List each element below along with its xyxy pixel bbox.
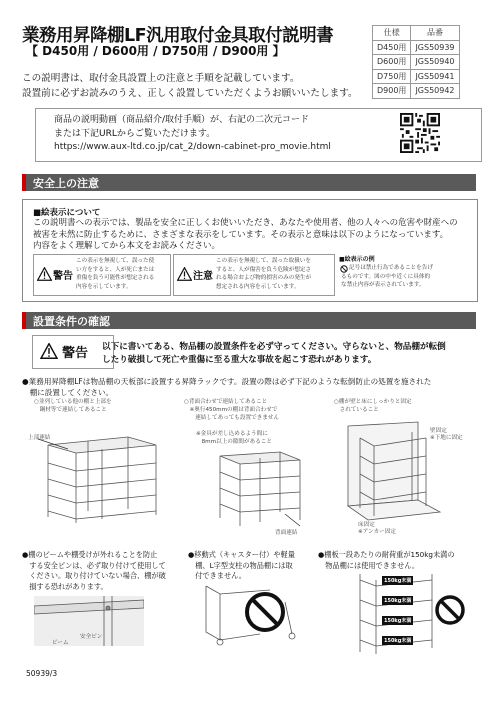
- warning-desc-line: 重傷を負う可能性が想定される: [76, 275, 155, 281]
- bottom-bullet-line: 損する恐れがあります。: [22, 581, 108, 591]
- table-cell: JGS50941: [411, 69, 459, 84]
- install-bullet-line: ●業務用昇降棚LFは物品棚の天板部に設置する昇降ラックです。設置の際は必ず下記のような転倒防止の処置を施された: [22, 377, 432, 386]
- bottom-bullet-line: ●棚板一段あたりの耐荷重が150kg未満の: [318, 550, 455, 559]
- install-bullet-line: 棚に設置してください。: [22, 388, 114, 397]
- condition-text: 鋼材等で連結してあること: [34, 407, 107, 413]
- warning-desc-line: い方をすると、人が死亡または: [76, 266, 155, 273]
- caster-shelf-illustration: [200, 582, 310, 647]
- load-tag: 150kg未満: [384, 598, 412, 604]
- wall-fix-label: 壁固定: [430, 428, 447, 434]
- document-title: 業務用昇降棚LF汎用取付金具取付説明書: [22, 26, 334, 46]
- install-warning-line: したり破損して死亡や重傷に至る重大な事故を起こす恐れがあります。: [102, 355, 377, 365]
- model-table: [372, 25, 460, 99]
- table-header: 品番: [411, 26, 459, 41]
- install-warning-line: 以下に書いてある、物品棚の設置条件を必ず守ってください。守らないと、物品棚が転倒: [102, 342, 446, 352]
- warning-desc-line: 内容を示しています。: [76, 283, 132, 290]
- floor-fix-label: ※アンカー固定: [358, 529, 397, 535]
- load-tag: 150kg未満: [384, 638, 412, 644]
- top-link-label: 上部連結: [28, 435, 51, 441]
- condition-text: ※奥行450mmの棚は背面合わせで: [184, 407, 278, 413]
- wall-fix-label: ※下地に固定: [430, 435, 463, 441]
- bottom-bullet-line: 物品棚には使用できません。: [318, 560, 420, 570]
- intro-line: 設置前に必ずお読みのうえ、正しく設置していただくようお願いいたします。: [22, 88, 358, 99]
- install-warning-box: [22, 331, 474, 371]
- video-url-link[interactable]: https://www.aux-ltd.co.jp/cat_2/down-cabinet-pro_movie.html: [54, 142, 331, 152]
- safety-body-line: この説明書への表示では、製品を安全に正しくお使いいただき、あなたや使用者、他の人々への危害や財産への: [33, 218, 458, 228]
- floor-fix-label: 床固定: [358, 522, 375, 528]
- intro-text: [22, 71, 358, 101]
- table-row: [373, 69, 460, 84]
- caution-label: 注意: [193, 271, 213, 282]
- video-info-line: または下記URLからご覧いただけます。: [54, 128, 216, 139]
- bottom-bullet-line: ください。取り付けていない場合、棚が破: [22, 571, 166, 580]
- warning-triangle-icon: [37, 267, 52, 281]
- video-info-box: [35, 108, 482, 162]
- caution-legend-box: [173, 254, 335, 296]
- safety-pin-label: 安全ピン: [80, 634, 103, 640]
- document-code: 50939/3: [26, 669, 58, 678]
- table-cell: JGS50939: [411, 40, 459, 55]
- example-heading: ■絵表示の例: [339, 256, 375, 263]
- condition-text: ○棚が壁と床にしっかりと固定: [334, 399, 412, 405]
- beam-label: ビーム: [52, 640, 69, 646]
- bottom-bullet-line: 棚、L字型支柱の物品棚には取: [188, 560, 293, 570]
- pictogram-example: [339, 254, 469, 294]
- install-section-header: [22, 312, 476, 329]
- warning-label: 警告: [53, 271, 73, 282]
- condition-text: ○背面合わせで連結してあること: [184, 399, 268, 405]
- table-cell: D750用: [373, 69, 411, 84]
- section-title: 設置条件の確認: [33, 315, 110, 328]
- qr-code-icon[interactable]: [400, 113, 440, 153]
- back-linked-shelves-illustration: [190, 448, 310, 530]
- pictogram-heading: ■絵表示について: [33, 208, 101, 218]
- safety-panel: [22, 199, 478, 302]
- bottom-bullet-line: ●移動式（キャスター付）や軽量: [188, 550, 295, 559]
- warning-label: 警告: [62, 346, 89, 361]
- bottom-bullet-line: する安全ピンは、必ず取り付けて使用して: [22, 560, 166, 570]
- bottom-bullet-line: 付できません。: [188, 571, 246, 580]
- caution-desc-line: れる場合および物的損害のみの発生が: [216, 275, 312, 281]
- safety-body-line: 被害を未然に防止するために、さまざまな表示をしています。その表示と意味は以下のようになっています。: [33, 229, 449, 240]
- load-tag: 150kg未満: [384, 578, 412, 584]
- table-cell: JGS50940: [411, 55, 459, 70]
- condition-note: ※金具が差し込めるよう間に: [196, 431, 268, 437]
- video-info-line: 商品の説明動画（商品紹介/取付手順）が、右記の二次元コード: [54, 115, 310, 125]
- warning-legend-box: [33, 254, 171, 296]
- caution-triangle-icon: [177, 267, 192, 281]
- table-cell: D450用: [373, 40, 411, 55]
- section-title: 安全上の注意: [33, 177, 99, 190]
- prohibition-icon: [437, 597, 463, 623]
- caution-desc-line: この表示を無視して、誤った取扱いを: [216, 258, 311, 264]
- warning-desc-line: この表示を無視して、誤った使: [76, 258, 155, 264]
- load-tag: 150kg未満: [384, 618, 412, 624]
- example-desc-line: な禁止内容が表示されています。: [341, 282, 425, 288]
- example-desc-line: るものです。図の中や近くに具体的: [341, 273, 431, 280]
- bottom-bullet-line: ●棚のビームや棚受けが外れることを防止: [22, 550, 158, 559]
- safety-body-line: 内容をよく理解してから本文をお読みください。: [33, 241, 221, 251]
- intro-line: この説明書は、取付金具設置上の注意と手順を記載しています。: [22, 73, 300, 84]
- document-subtitle: 【 D450用 / D600用 / D750用 / D900用 】: [26, 44, 285, 58]
- condition-text: ○並列している他の棚と上部を: [34, 399, 112, 405]
- table-cell: D900用: [373, 84, 411, 99]
- condition-text: 連結してあっても設置できません: [184, 415, 280, 421]
- safety-section-header: [22, 174, 476, 191]
- back-link-label: 背面連結: [275, 530, 298, 536]
- prohibition-icon: [247, 594, 283, 630]
- condition-text: されていること: [334, 407, 379, 413]
- caution-desc-line: 想定される内容を示しています。: [216, 283, 300, 290]
- table-header: 仕様: [373, 26, 411, 41]
- table-cell: JGS50942: [411, 84, 459, 99]
- example-desc-line: 記号は禁止行為であることを告げ: [349, 265, 433, 271]
- table-row: [373, 40, 460, 55]
- warning-triangle-icon: [40, 343, 58, 359]
- table-row: [373, 55, 460, 70]
- table-row: [373, 84, 460, 99]
- table-cell: D600用: [373, 55, 411, 70]
- caution-desc-line: すると、人が傷害を負う危険が想定さ: [216, 266, 312, 273]
- condition-note: 8mm以上の隙間があること: [196, 439, 272, 445]
